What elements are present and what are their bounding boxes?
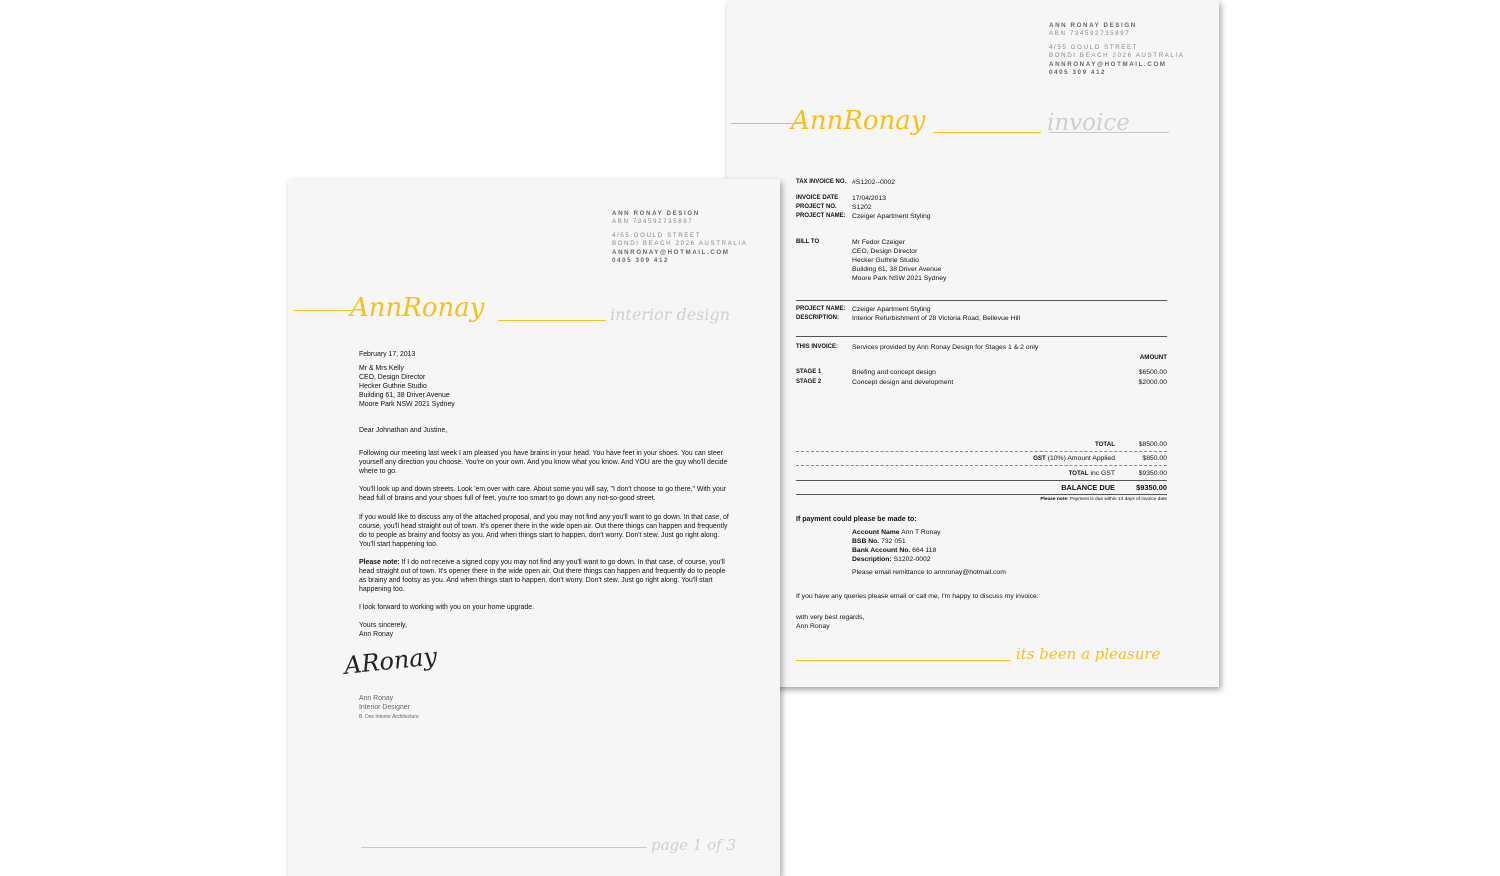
abn: ABN 734592735897 [1049, 30, 1131, 38]
total-value: $8500.00 [1138, 441, 1167, 448]
project-name: Czeiger Apartment Styling [852, 213, 931, 220]
page-number-script: page 1 of 3 [651, 836, 736, 854]
stage-label: STAGE 1 [796, 369, 822, 375]
company-name: ANN RONAY DESIGN [1049, 22, 1137, 29]
bank-account-label: Bank Account No. [852, 547, 911, 554]
description-row [796, 314, 1020, 323]
amount-header: AMOUNT [1139, 354, 1167, 361]
closing-name: Ann Ronay [359, 631, 394, 638]
city: BONDI BEACH 2026 AUSTRALIA [612, 240, 748, 248]
remittance-note: Please email remittance to annronay@hotmail.com [852, 569, 1006, 576]
dashed-divider [796, 465, 1167, 466]
paragraph-3: If you would like to discuss any of the attached proposal, and you may not find any you'll want to go down. In that case, of course, you'll head straight out of town. It's opener there in the wide open air. Out there things can happen and frequently do to people as brainy and footsy as you. And when things start to happen, don't worry. Don't stew. Just go right along. You'll start happening too. [359, 514, 729, 548]
stage-desc: Concept design and development [852, 379, 954, 386]
paragraph-2: You'll look up and down streets. Look 'em over with care. About some you will say, "I don't choose to go there." With your head full of brains and your shoes full of feet, you're too smart to go down any not-so-good street. [359, 486, 726, 502]
email: ANNRONAY@HOTMAIL.COM [612, 248, 730, 256]
brand-logo-script: AnnRonay [791, 106, 926, 136]
total-inc-label-rest: inc GST [1088, 470, 1115, 477]
recipient-line: Mr & Mrs Kelly [359, 365, 404, 372]
phone: 0405 309 412 [612, 257, 670, 265]
project-name: Czeiger Apartment Styling [852, 306, 931, 313]
project-no-label: PROJECT NO. [796, 204, 837, 210]
stage-amount: $2000.00 [1138, 379, 1167, 386]
street: 4/55 GOULD STREET [1049, 43, 1139, 51]
letter-page [288, 179, 780, 876]
sig-name: Ann Ronay [359, 695, 394, 702]
line-item-row [796, 368, 1167, 377]
project-no: S1202 [852, 204, 872, 211]
balance-value: $9350.00 [1136, 483, 1167, 492]
signoff-name: Ann Ronay [796, 623, 830, 630]
account-name-label: Account Name [852, 529, 900, 536]
street: 4/55 GOULD STREET [612, 231, 702, 239]
invoice-date: 17/04/2013 [852, 195, 887, 202]
footer-rule [796, 660, 1011, 661]
this-invoice-label: THIS INVOICE: [796, 344, 839, 350]
bsb-label: BSB No. [852, 538, 880, 545]
total-inc-label-bold: TOTAL [1068, 470, 1089, 477]
sig-title: Interior Designer [359, 704, 410, 711]
paragraph-1: Following our meeting last week I am pleased you have brains in your head. You have feet in your shoes. You can steer yourself any direction you choose. You're on your own. And you know what you know. And YOU are the guy who'll decide where to go. [359, 450, 728, 475]
invoice-date-row [796, 194, 886, 203]
bill-to-line: Moore Park NSW 2021 Sydney [852, 275, 947, 282]
project-name-row [796, 212, 931, 221]
recipient-address [359, 364, 739, 409]
tax-invoice-label: TAX INVOICE NO. [796, 179, 847, 185]
email: ANNRONAY@HOTMAIL.COM [1049, 60, 1167, 68]
payment-desc-value: S1202-0002 [891, 556, 931, 563]
brand-logo-script: AnnRonay [350, 293, 485, 323]
footer-rule [361, 847, 647, 848]
phone: 0405 309 412 [1049, 69, 1107, 77]
payment-desc-label: Description: [852, 556, 892, 563]
divider [796, 336, 1167, 337]
paragraph-4 [359, 558, 734, 594]
bank-account [852, 546, 936, 555]
abn: ABN 734592735897 [612, 218, 694, 226]
gst-label-bold: GST [1033, 455, 1046, 462]
invoice-tag-script: invoice [1047, 110, 1130, 136]
description-label: DESCRIPTION: [796, 315, 840, 321]
this-invoice-row [796, 343, 1038, 352]
brand-rule-right [498, 320, 606, 321]
recipient-line: CEO, Design Director [359, 374, 426, 381]
footer-script: its been a pleasure [1016, 645, 1161, 663]
recipient-line: Building 61, 38 Driver Avenue [359, 392, 450, 399]
balance-label: BALANCE DUE [1061, 483, 1115, 492]
closing: Yours sincerely, [359, 622, 407, 629]
bill-to-line: Mr Fedor Czeiger [852, 239, 905, 246]
salutation: Dear Johnathan and Justine, [359, 427, 448, 434]
bill-to-address [852, 238, 946, 283]
payment-heading: If payment could please be made to: [796, 516, 917, 523]
project-name-label: PROJECT NAME: [796, 213, 846, 219]
signature: ARonay [342, 642, 439, 680]
letter-contact-block [612, 210, 747, 265]
recipient-line: Hecker Guthrie Studio [359, 383, 427, 390]
brand-rule-left [294, 310, 354, 311]
invoice-date-label: INVOICE DATE [796, 195, 839, 201]
stage-amount: $6500.00 [1138, 369, 1167, 376]
company-name: ANN RONAY DESIGN [612, 210, 700, 217]
paragraph-4-text: If I do not receive a signed copy you may not find any you'll want to go down. In that case, of course, you'll head straight out of town. It's opener there in the wide open air. Out there things can happen and frequently do to people as brainy and footsy as you. And when things start to happen, don't worry. Don't stew. Just go right along. You'll start happening too. [359, 559, 726, 593]
divider [796, 480, 1167, 481]
tax-invoice-no: #S1202--0002 [852, 179, 896, 186]
gst-value: $850.00 [1142, 455, 1167, 462]
brand-rule-right [933, 132, 1041, 133]
letter-tag-script: interior design [610, 305, 731, 324]
gst-label-rest: (10%) Amount Applied [1045, 455, 1115, 462]
project-name-row-2 [796, 305, 931, 314]
payment-note [907, 497, 1167, 502]
total-inc-label [967, 469, 1115, 478]
stage-desc: Briefing and concept design [852, 369, 936, 376]
bill-to-row [796, 238, 946, 283]
queries-note: If you have any queries please email or call me, I'm happy to discuss my invoice. [796, 593, 1039, 600]
total-label: TOTAL [1094, 441, 1115, 448]
this-invoice-text: Services provided by Ann Ronay Design for Stages 1 & 2 only [852, 344, 1039, 351]
letter-date: February 17, 2013 [359, 351, 416, 358]
project-name-label: PROJECT NAME: [796, 306, 846, 312]
invoice-contact-block [1049, 22, 1184, 77]
city: BONDI BEACH 2026 AUSTRALIA [1049, 52, 1185, 60]
sig-qualification: B. Des Interior Architecture [359, 714, 419, 720]
divider [796, 494, 1167, 495]
account-name [852, 528, 941, 537]
account-name-value: Ann T Ronay [899, 529, 941, 536]
project-no-row [796, 203, 872, 212]
tax-invoice-row [796, 178, 895, 187]
bill-to-label: BILL TO [796, 239, 820, 245]
please-note-label: Please note: [359, 559, 400, 566]
bank-account-value: 664 118 [910, 547, 937, 554]
note-label: Please note: [1040, 497, 1069, 502]
bill-to-line: Building 61, 38 Driver Avenue [852, 266, 942, 273]
tag-rule [1049, 132, 1169, 133]
divider [796, 300, 1167, 301]
dashed-divider [796, 451, 1167, 452]
line-item-row [796, 378, 1167, 387]
payment-description [852, 555, 931, 564]
regards: with very best regards, [796, 614, 865, 621]
description: Interior Refurbishment of 28 Victoria Road, Bellevue Hill [852, 315, 1020, 322]
stage-label: STAGE 2 [796, 379, 822, 385]
invoice-page [727, 0, 1219, 687]
note-text: Payment is due within 14 days of invoice date [1068, 497, 1167, 502]
bill-to-line: CEO, Design Director [852, 248, 918, 255]
paragraph-5: I look forward to working with you on your home upgrade. [359, 604, 535, 611]
recipient-line: Moore Park NSW 2021 Sydney [359, 401, 455, 408]
bsb [852, 537, 906, 546]
bill-to-line: Hecker Guthrie Studio [852, 257, 919, 264]
gst-label [967, 454, 1115, 463]
bsb-value: 732 051 [879, 538, 906, 545]
total-inc-value: $9350.00 [1138, 470, 1167, 477]
